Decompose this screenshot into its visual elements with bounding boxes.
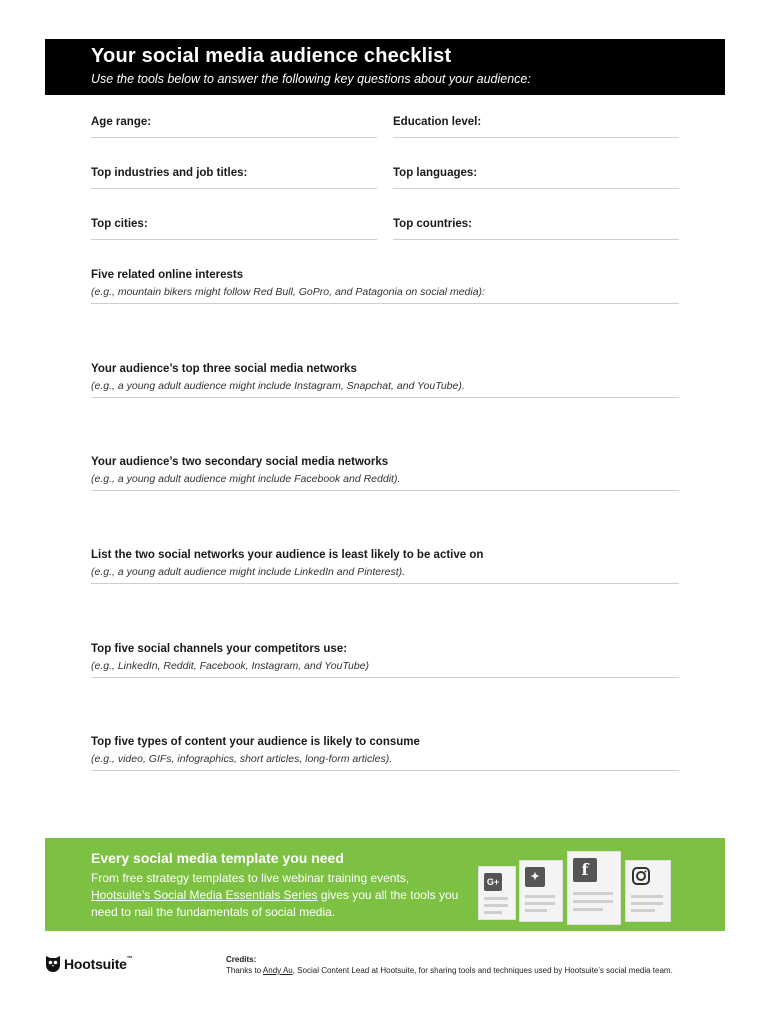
promo-title: Every social media template you need <box>91 850 344 866</box>
education-level-label: Education level: <box>393 116 482 128</box>
owl-icon <box>45 955 61 973</box>
credits-title: Credits: <box>226 955 257 964</box>
twitter-card <box>519 860 563 922</box>
facebook-icon: f <box>573 858 597 882</box>
top-languages-label: Top languages: <box>393 167 478 179</box>
template-cards-illustration <box>475 846 715 926</box>
top-industries-label: Top industries and job titles: <box>91 167 248 179</box>
content-types-field[interactable] <box>91 735 679 771</box>
page-title: Your social media audience checklist <box>91 45 452 67</box>
online-interests-hint: (e.g., mountain bikers might follow Red Bull, GoPro, and Patagonia on social media): <box>91 286 485 298</box>
competitor-channels-label: Top five social channels your competitors use: <box>91 643 348 655</box>
facebook-card <box>567 851 621 925</box>
promo-text-outro: gives you all the tools you need to nail the fundamentals of social media. <box>91 888 459 919</box>
education-level-field[interactable] <box>393 115 679 138</box>
online-interests-field[interactable] <box>91 268 679 304</box>
top-networks-hint: (e.g., a young adult audience might include Instagram, Snapchat, and YouTube). <box>91 380 465 392</box>
top-networks-field[interactable] <box>91 362 679 398</box>
age-range-field[interactable] <box>91 115 377 138</box>
secondary-networks-label: Your audience’s two secondary social media networks <box>91 456 389 468</box>
promo-text <box>91 870 461 921</box>
age-range-label: Age range: <box>91 116 152 128</box>
instagram-card <box>625 860 671 922</box>
secondary-networks-hint: (e.g., a young adult audience might include Facebook and Reddit). <box>91 473 401 485</box>
competitor-channels-hint: (e.g., LinkedIn, Reddit, Facebook, Instagram, and YouTube) <box>91 660 370 672</box>
credits-text: Thanks to Andy Au, Social Content Lead at Hootsuite, for sharing tools and techniques used by Hootsuite’s social media team. <box>226 966 673 975</box>
least-active-networks-field[interactable] <box>91 548 679 584</box>
google-plus-card <box>478 866 516 920</box>
page-subtitle: Use the tools below to answer the following key questions about your audience: <box>91 72 531 86</box>
instagram-icon <box>631 867 651 887</box>
top-languages-field[interactable] <box>393 166 679 189</box>
least-active-networks-label: List the two social networks your audience is least likely to be active on <box>91 549 484 561</box>
top-countries-label: Top countries: <box>393 218 473 230</box>
promo-banner <box>45 838 725 931</box>
essentials-series-link[interactable]: Hootsuite’s Social Media Essentials Series <box>91 888 318 902</box>
google-plus-icon: G+ <box>484 873 502 891</box>
top-networks-label: Your audience’s top three social media networks <box>91 363 357 375</box>
top-cities-field[interactable] <box>91 217 377 240</box>
credits <box>226 954 673 976</box>
top-industries-field[interactable] <box>91 166 377 189</box>
promo-text-intro: From free strategy templates to live webinar training events, <box>91 871 410 885</box>
content-types-label: Top five types of content your audience is likely to consume <box>91 736 420 748</box>
top-cities-label: Top cities: <box>91 218 148 230</box>
twitter-icon: ✦ <box>525 867 545 887</box>
header-banner <box>45 39 725 95</box>
least-active-networks-hint: (e.g., a young adult audience might include LinkedIn and Pinterest). <box>91 566 406 578</box>
brand-name: Hootsuite™ <box>64 956 133 972</box>
competitor-channels-field[interactable] <box>91 642 679 678</box>
secondary-networks-field[interactable] <box>91 455 679 491</box>
online-interests-label: Five related online interests <box>91 269 244 281</box>
content-types-hint: (e.g., video, GIFs, infographics, short articles, long-form articles). <box>91 753 393 765</box>
top-countries-field[interactable] <box>393 217 679 240</box>
credits-author-link[interactable]: Andy Au <box>262 966 293 975</box>
